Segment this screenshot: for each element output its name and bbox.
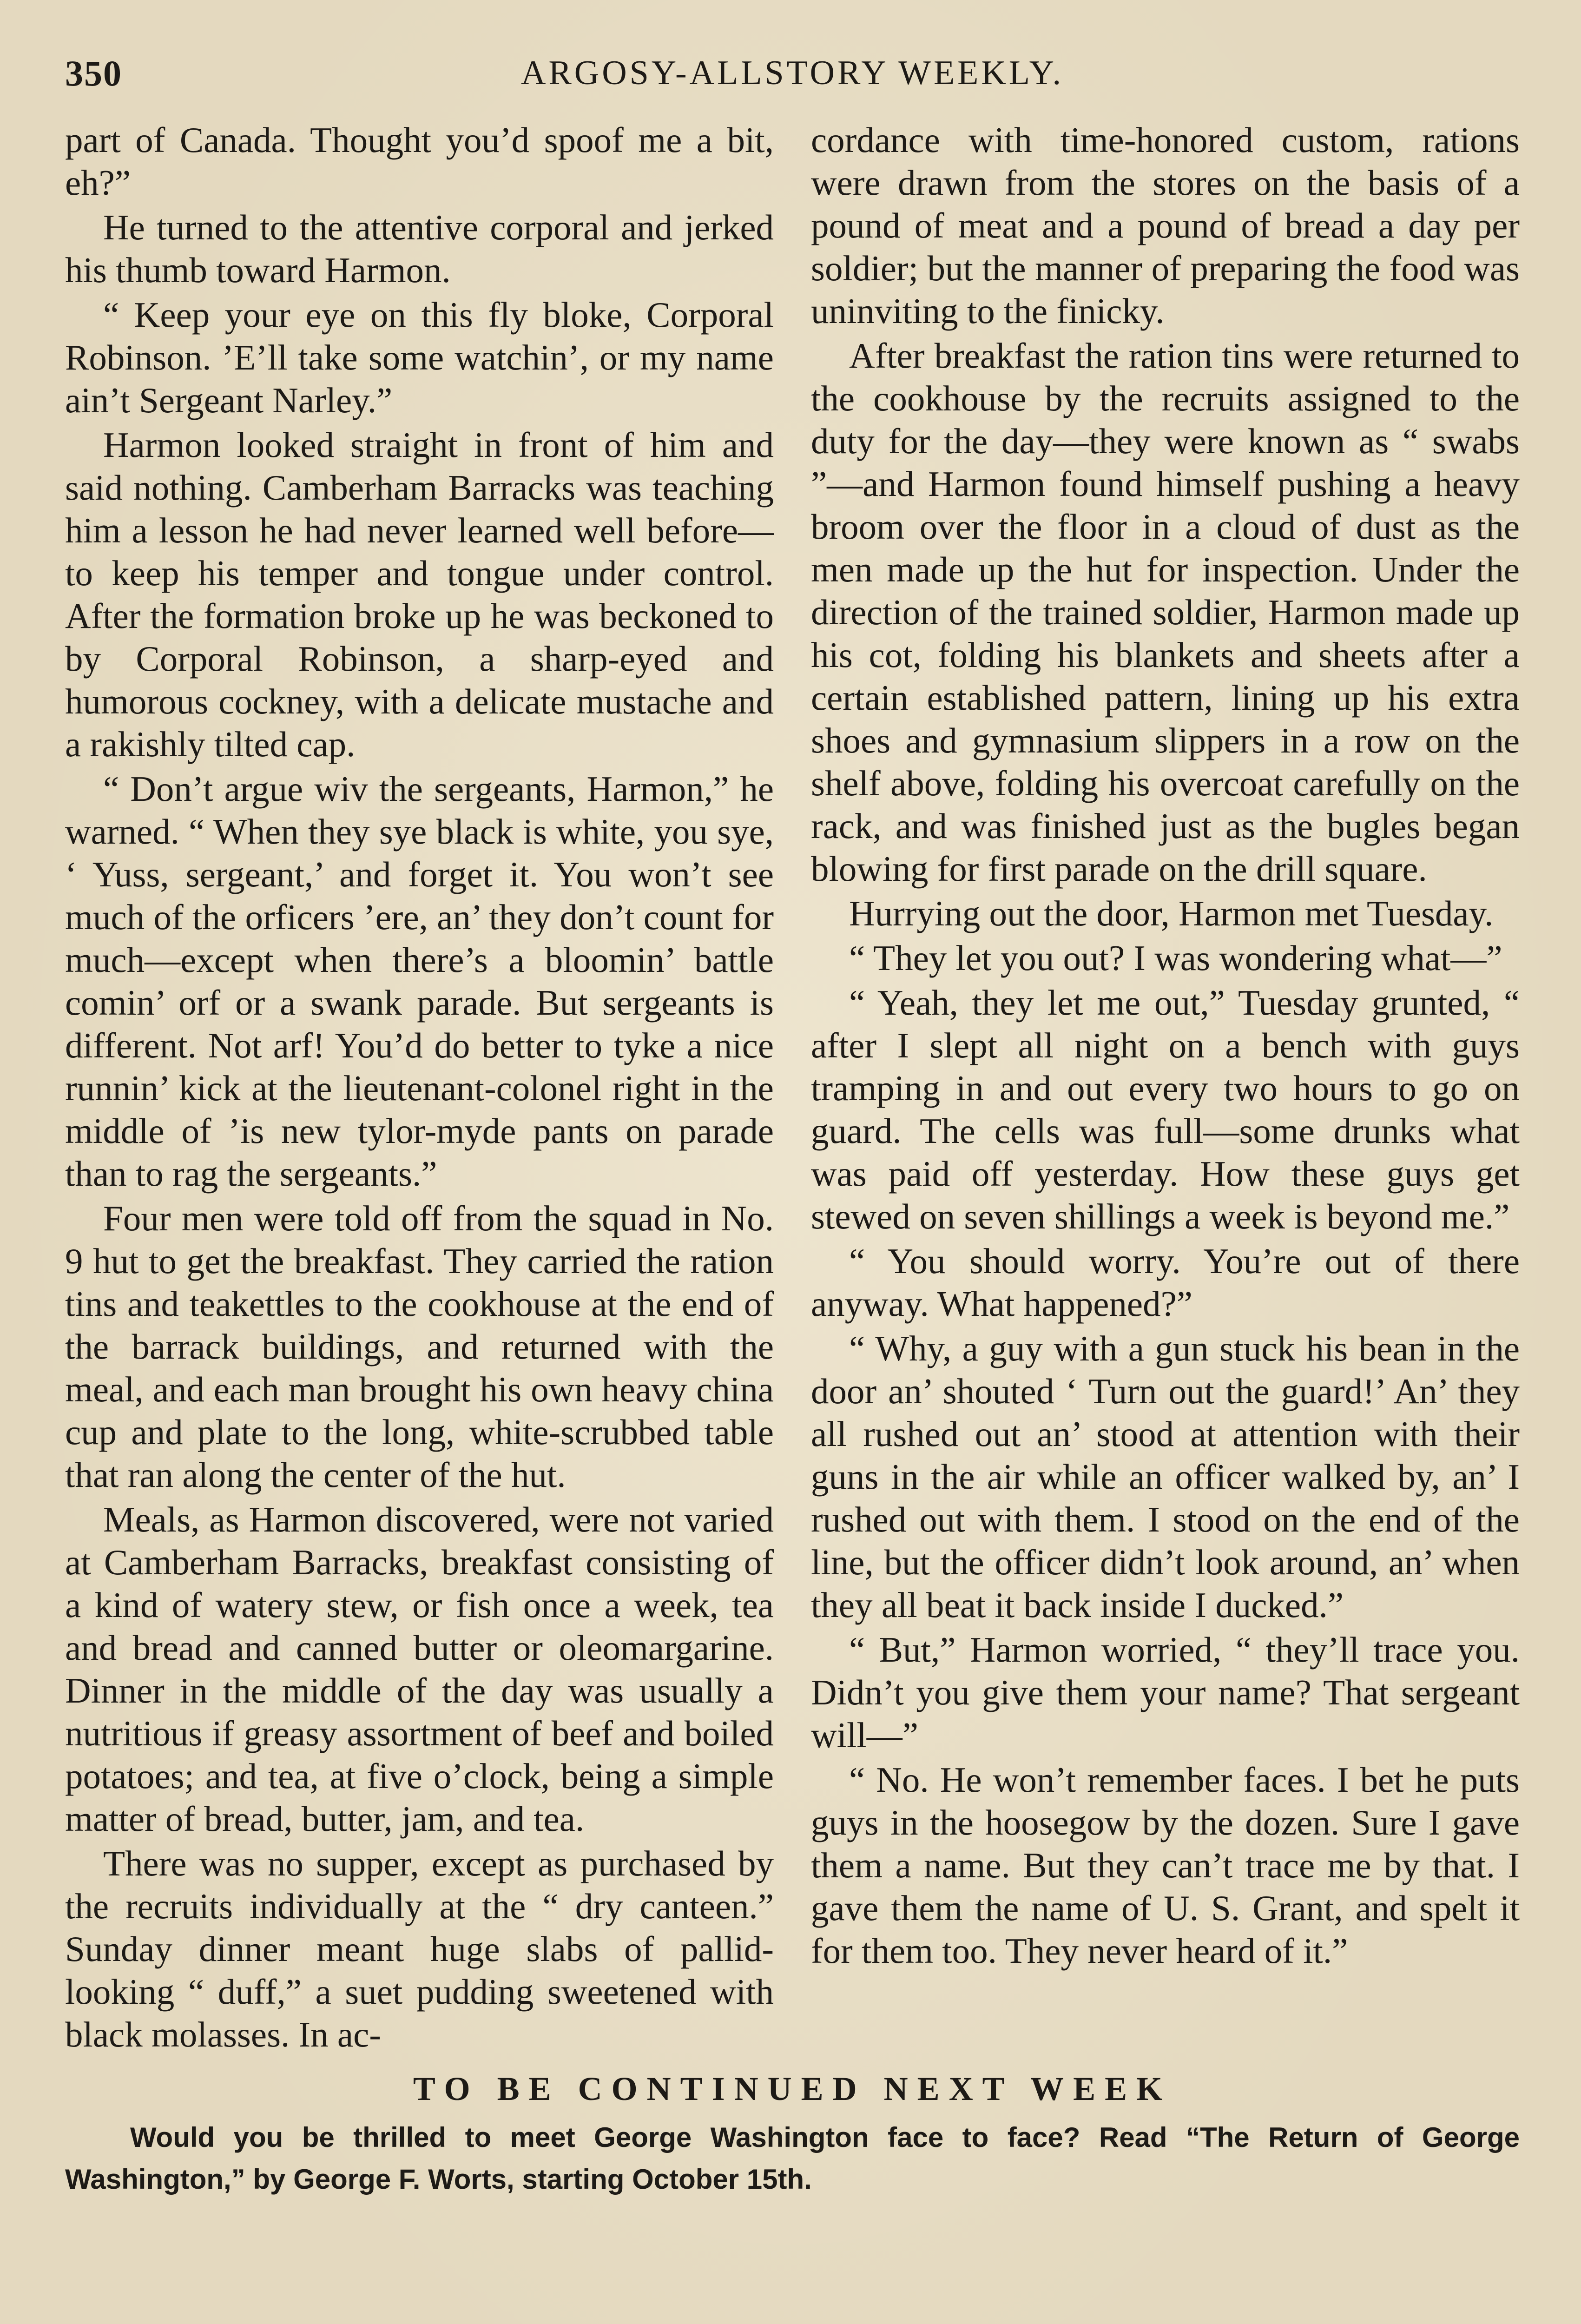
- paragraph: “ Don’t argue wiv the sergeants, Harmon,” he warned. “ When they sye black is white, you sye, ‘ Yuss, sergeant,’ and forget it. You won’t see much of the orficers ’ere, an’ they don’t count for much—except when there’s a bloomin’ battle comin’ orf or a swank parade. But sergeants is different. Not arf! You’d do better to tyke a nice runnin’ kick at the lieutenant-colonel right in the middle of ’is new tylor-myde pants on parade than to rag the sergeants.”: [65, 769, 774, 1194]
- paragraph: “ Yeah, they let me out,” Tuesday grunted, “ after I slept all night on a bench with guys tramping in and out every two hours to go on guard. The cells was full—some drunks what was paid off yesterday. How these guys get stewed on seven shillings a week is beyond me.”: [811, 983, 1520, 1236]
- next-story-teaser: Would you be thrilled to meet George Washington face to face? Read “The Return of George Washington,” by George F. Worts, starting October 15th.: [65, 2122, 1520, 2195]
- paragraph: Hurrying out the door, Harmon met Tuesday.: [849, 893, 1494, 933]
- paragraph: cordance with time-honored custom, rations were drawn from the stores on the basis of a pound of meat and a pound of bread a day per soldier; but the manner of preparing the food was uninviting to the finicky.: [811, 120, 1520, 331]
- paragraph: “ Why, a guy with a gun stuck his bean in the door an’ shouted ‘ Turn out the guard!’ An’ they all rushed out an’ stood at attention with their guns in the air while an officer walked by, an’ I rushed out with them. I stood on the end of the line, but the officer didn’t look around, an’ when they all beat it back inside I ducked.”: [811, 1328, 1520, 1625]
- left-column: [65, 119, 774, 2058]
- paragraph: Harmon looked straight in front of him and said nothing. Camberham Barracks was teaching him a lesson he had never learned well before—to keep his temper and tongue under control. After the formation broke up he was beckoned to by Corporal Robinson, a sharp-eyed and humorous cockney, with a delicate mustache and a rakishly tilted cap.: [65, 425, 774, 764]
- paragraph: “ You should worry. You’re out of there anyway. What happened?”: [811, 1241, 1520, 1324]
- paragraph: He turned to the attentive corporal and jerked his thumb toward Harmon.: [65, 207, 774, 290]
- paragraph: “ Keep your eye on this fly bloke, Corporal Robinson. ’E’ll take some watchin’, or my name ain’t Sergeant Narley.”: [65, 295, 774, 420]
- continued-notice: TO BE CONTINUED NEXT WEEK: [413, 2070, 1172, 2107]
- paragraph: “ They let you out? I was wondering what—”: [849, 938, 1502, 978]
- text-columns: [65, 119, 1520, 2058]
- paragraph: Four men were told off from the squad in No. 9 hut to get the breakfast. They carried the ration tins and teakettles to the cookhouse at the end of the barrack buildings, and returned with the meal, and each man brought his own heavy china cup and plate to the long, white-scrubbed table that ran along the center of the hut.: [65, 1198, 774, 1495]
- right-column: [811, 119, 1520, 2058]
- paragraph: “ No. He won’t remember faces. I bet he puts guys in the hoosegow by the dozen. Sure I gave them a name. But they can’t trace me by that. I gave them the name of U. S. Grant, and spelt it for them too. They never heard of it.”: [811, 1760, 1520, 1971]
- paragraph: After breakfast the ration tins were returned to the cookhouse by the recruits assigned to the duty for the day—they were known as “ swabs ”—and Harmon found himself pushing a heavy broom over the floor in a cloud of dust as the men made up the hut for inspection. Under the direction of the trained soldier, Harmon made up his cot, folding his blankets and sheets after a certain established pattern, lining up his extra shoes and gymnasium slippers in a row on the shelf above, folding his overcoat carefully on the rack, and was finished just as the bugles began blowing for first parade on the drill square.: [811, 336, 1520, 889]
- page-number: 350: [65, 53, 122, 93]
- running-head: ARGOSY-ALLSTORY WEEKLY.: [520, 54, 1064, 92]
- paragraph: There was no supper, except as purchased by the recruits individually at the “ dry canteen.” Sunday dinner meant huge slabs of pallid-looking “ duff,” a suet pudding sweetened with black molasses. In ac-: [65, 1843, 774, 2054]
- paragraph: “ But,” Harmon worried, “ they’ll trace you. Didn’t you give them your name? That sergeant will—”: [811, 1630, 1520, 1755]
- page-header: [65, 44, 1520, 100]
- paragraph: part of Canada. Thought you’d spoof me a bit, eh?”: [65, 120, 774, 203]
- paragraph: Meals, as Harmon discovered, were not varied at Camberham Barracks, breakfast consisting of a kind of watery stew, or fish once a week, tea and bread and canned butter or oleomargarine. Dinner in the middle of the day was usually a nutritious if greasy assortment of beef and boiled potatoes; and tea, at five o’clock, being a simple matter of bread, butter, jam, and tea.: [65, 1499, 774, 1839]
